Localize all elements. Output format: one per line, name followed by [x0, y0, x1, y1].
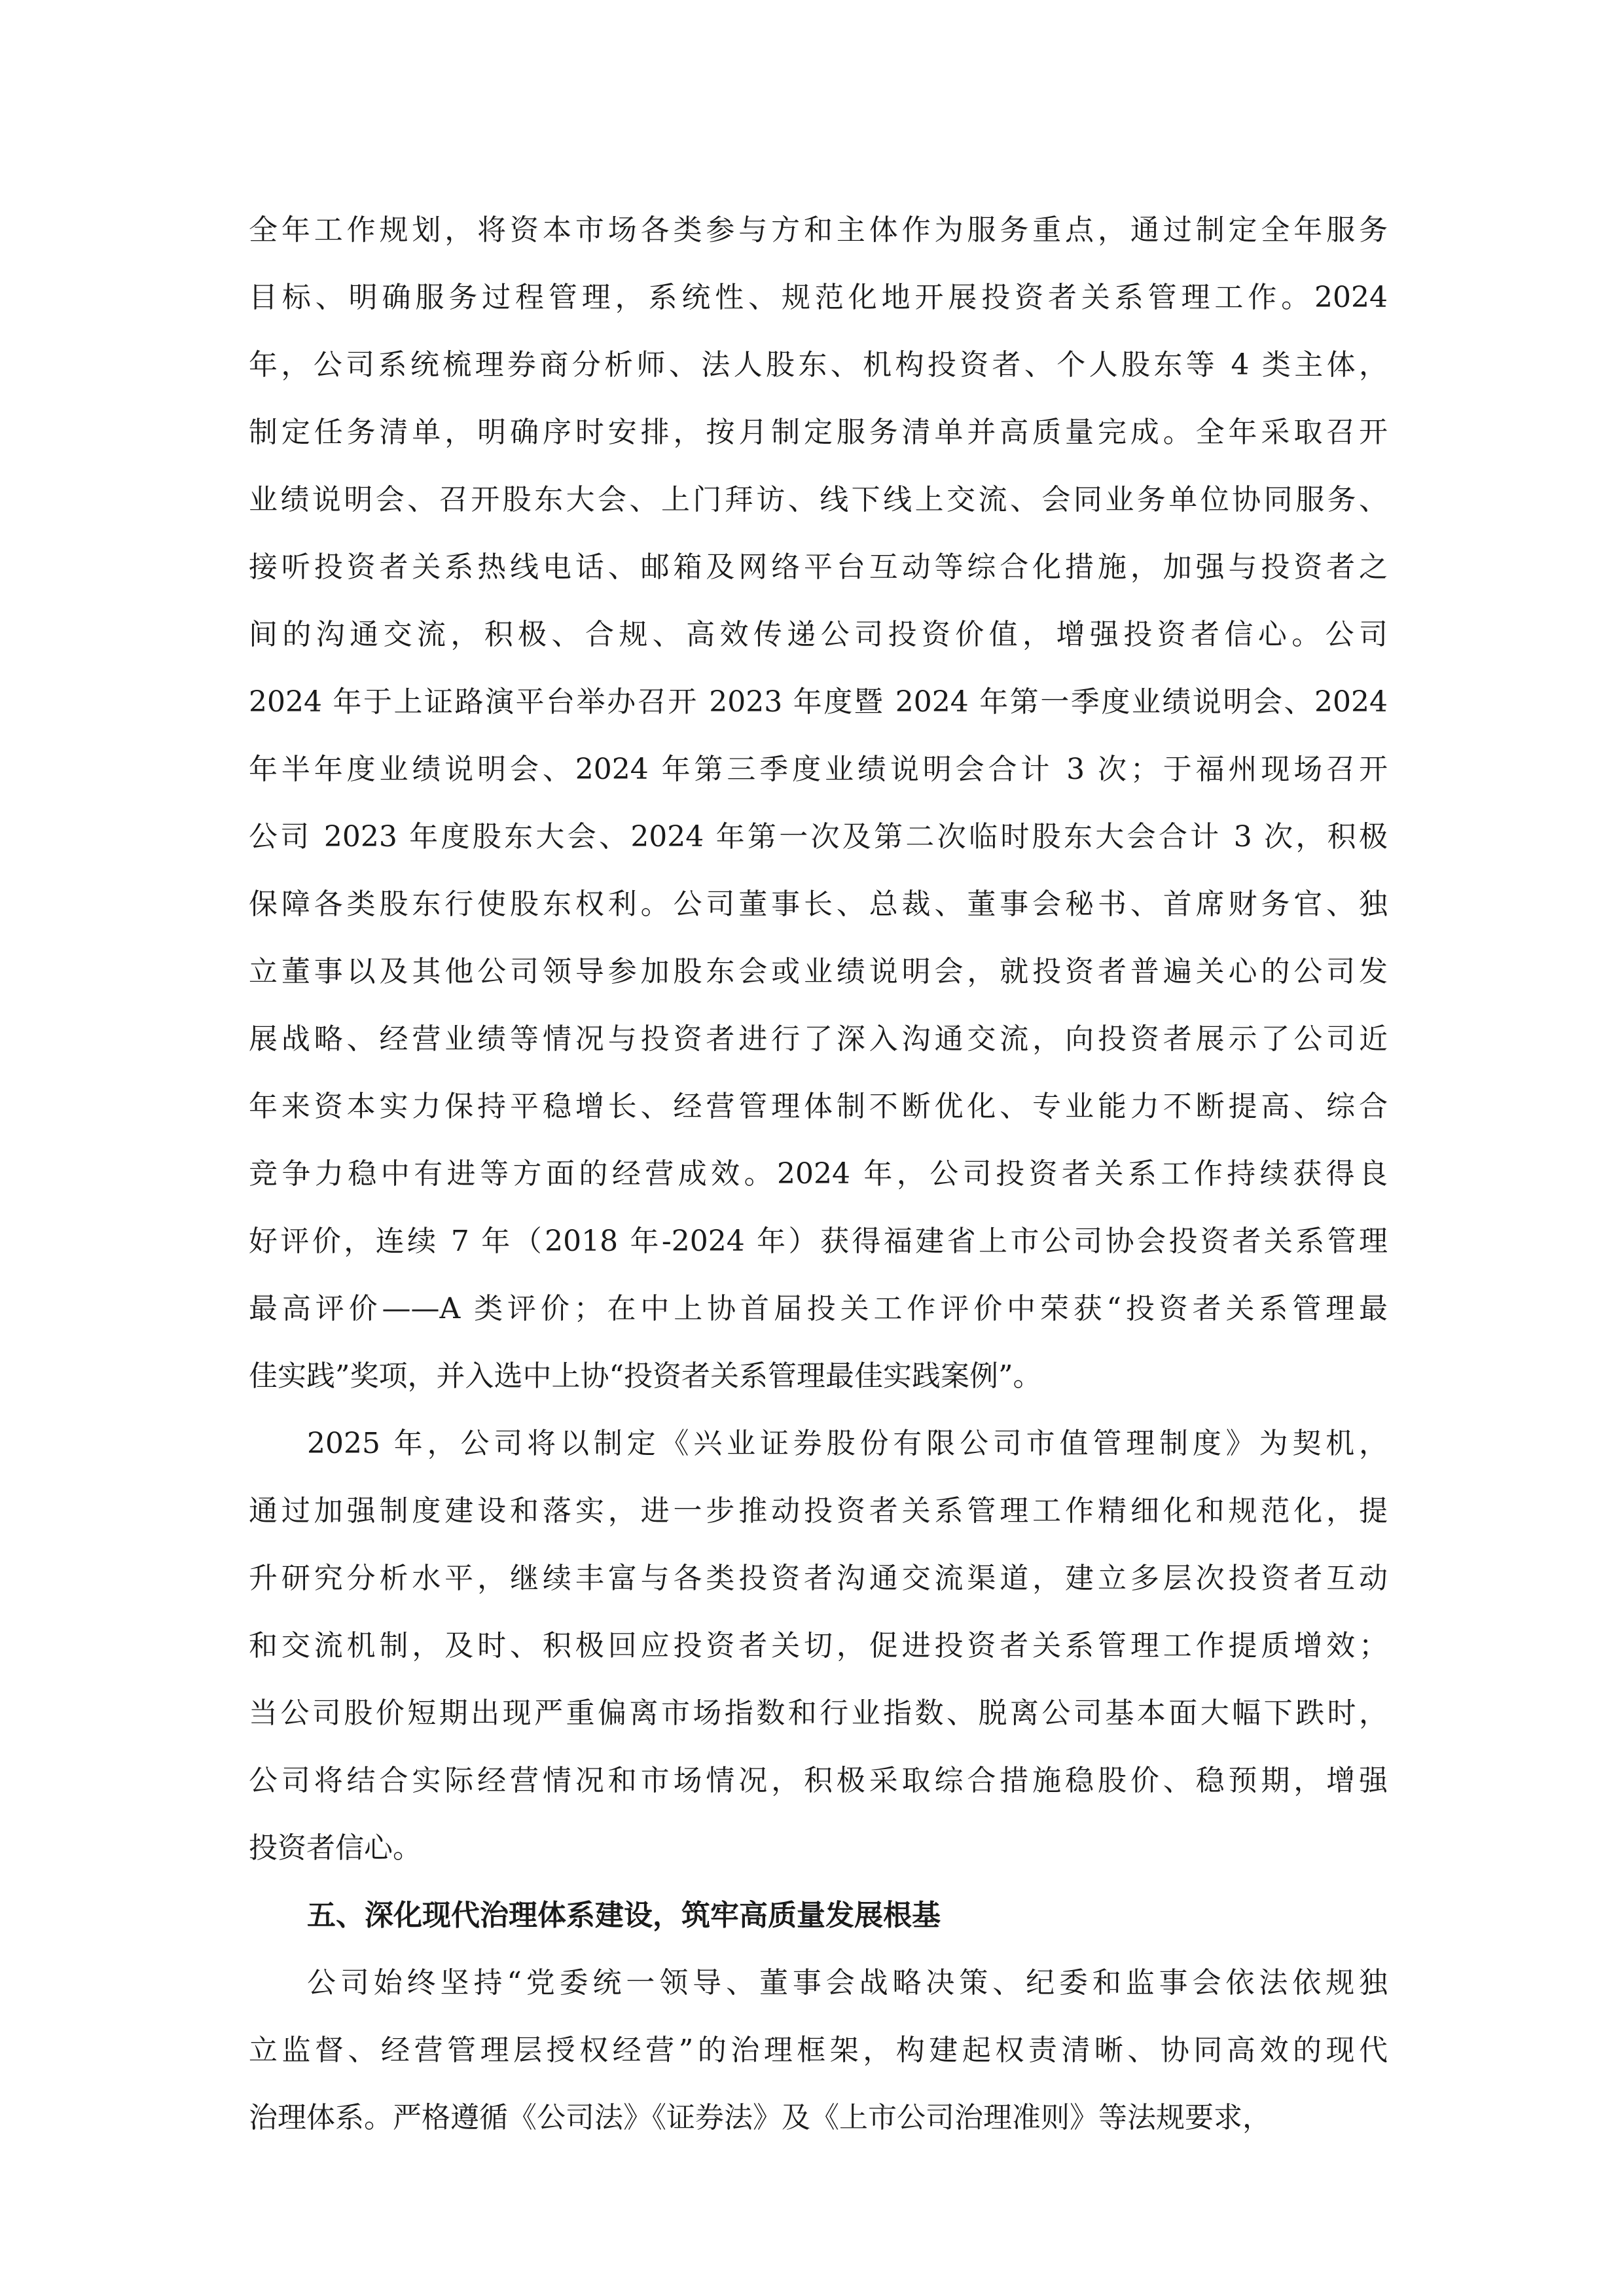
text-line: 2024 年于上证路演平台举办召开 2023 年度暨 2024 年第一季度业绩说明会、2024: [249, 685, 1388, 719]
text-line: 和交流机制，及时、积极回应投资者关切，促进投资者关系管理工作提质增效；: [249, 1629, 1388, 1662]
section-heading: [249, 1882, 1388, 1949]
paragraph: [249, 1410, 1388, 1882]
text-line: 当公司股价短期出现严重偏离市场指数和行业指数、脱离公司基本面大幅下跌时，: [249, 1696, 1388, 1730]
text-line: 年半年度业绩说明会、2024 年第三季度业绩说明会合计 3 次；于福州现场召开: [249, 753, 1388, 786]
text-line: 升研究分析水平，继续丰富与各类投资者沟通交流渠道，建立多层次投资者互动: [249, 1562, 1388, 1595]
text-line: 间的沟通交流，积极、合规、高效传递公司投资价值，增强投资者信心。公司: [249, 618, 1388, 651]
text-line: 最高评价——A 类评价；在中上协首届投关工作评价中荣获“投资者关系管理最: [249, 1292, 1388, 1325]
text-line: 全年工作规划，将资本市场各类参与方和主体作为服务重点，通过制定全年服务: [249, 213, 1388, 247]
text-line: 好评价，连续 7 年（2018 年-2024 年）获得福建省上市公司协会投资者关系管理: [249, 1225, 1388, 1258]
text-line: 佳实践”奖项，并入选中上协“投资者关系管理最佳实践案例”。: [249, 1359, 1042, 1393]
text-line: 2025 年，公司将以制定《兴业证券股份有限公司市值管理制度》为契机，: [307, 1427, 1388, 1460]
text-line: 年，公司系统梳理券商分析师、法人股东、机构投资者、个人股东等 4 类主体，: [249, 348, 1388, 382]
text-line: 年来资本实力保持平稳增长、经营管理体制不断优化、专业能力不断提高、综合: [249, 1090, 1388, 1123]
heading-text: 五、深化现代治理体系建设，筑牢高质量发展根基: [307, 1899, 941, 1932]
text-line: 目标、明确服务过程管理，系统性、规范化地开展投资者关系管理工作。2024: [249, 281, 1388, 314]
text-line: 业绩说明会、召开股东大会、上门拜访、线下线上交流、会同业务单位协同服务、: [249, 483, 1388, 516]
text-line: 公司将结合实际经营情况和市场情况，积极采取综合措施稳股价、稳预期，增强: [249, 1764, 1388, 1797]
text-line: 公司 2023 年度股东大会、2024 年第一次及第二次临时股东大会合计 3 次，积极: [249, 820, 1388, 853]
text-line: 接听投资者关系热线电话、邮箱及网络平台互动等综合化措施，加强与投资者之: [249, 550, 1388, 584]
text-line: 投资者信心。: [249, 1831, 422, 1865]
document-body: [249, 196, 1388, 2151]
text-line: 治理体系。严格遵循《公司法》《证券法》及《上市公司治理准则》等法规要求，: [249, 2101, 1271, 2134]
text-line: 保障各类股东行使股东权利。公司董事长、总裁、董事会秘书、首席财务官、独: [249, 888, 1388, 921]
paragraph: [249, 1949, 1388, 2151]
text-line: 展战略、经营业绩等情况与投资者进行了深入沟通交流，向投资者展示了公司近: [249, 1022, 1388, 1056]
text-line: 竞争力稳中有进等方面的经营成效。2024 年，公司投资者关系工作持续获得良: [249, 1157, 1388, 1191]
text-line: 立董事以及其他公司领导参加股东会或业绩说明会，就投资者普遍关心的公司发: [249, 955, 1388, 988]
text-line: 制定任务清单，明确序时安排，按月制定服务清单并高质量完成。全年采取召开: [249, 416, 1388, 449]
text-line: 公司始终坚持“党委统一领导、董事会战略决策、纪委和监事会依法依规独: [307, 1966, 1388, 2000]
text-line: 通过加强制度建设和落实，进一步推动投资者关系管理工作精细化和规范化，提: [249, 1494, 1388, 1528]
paragraph: [249, 196, 1388, 1410]
text-line: 立监督、经营管理层授权经营”的治理框架，构建起权责清晰、协同高效的现代: [249, 2034, 1388, 2067]
